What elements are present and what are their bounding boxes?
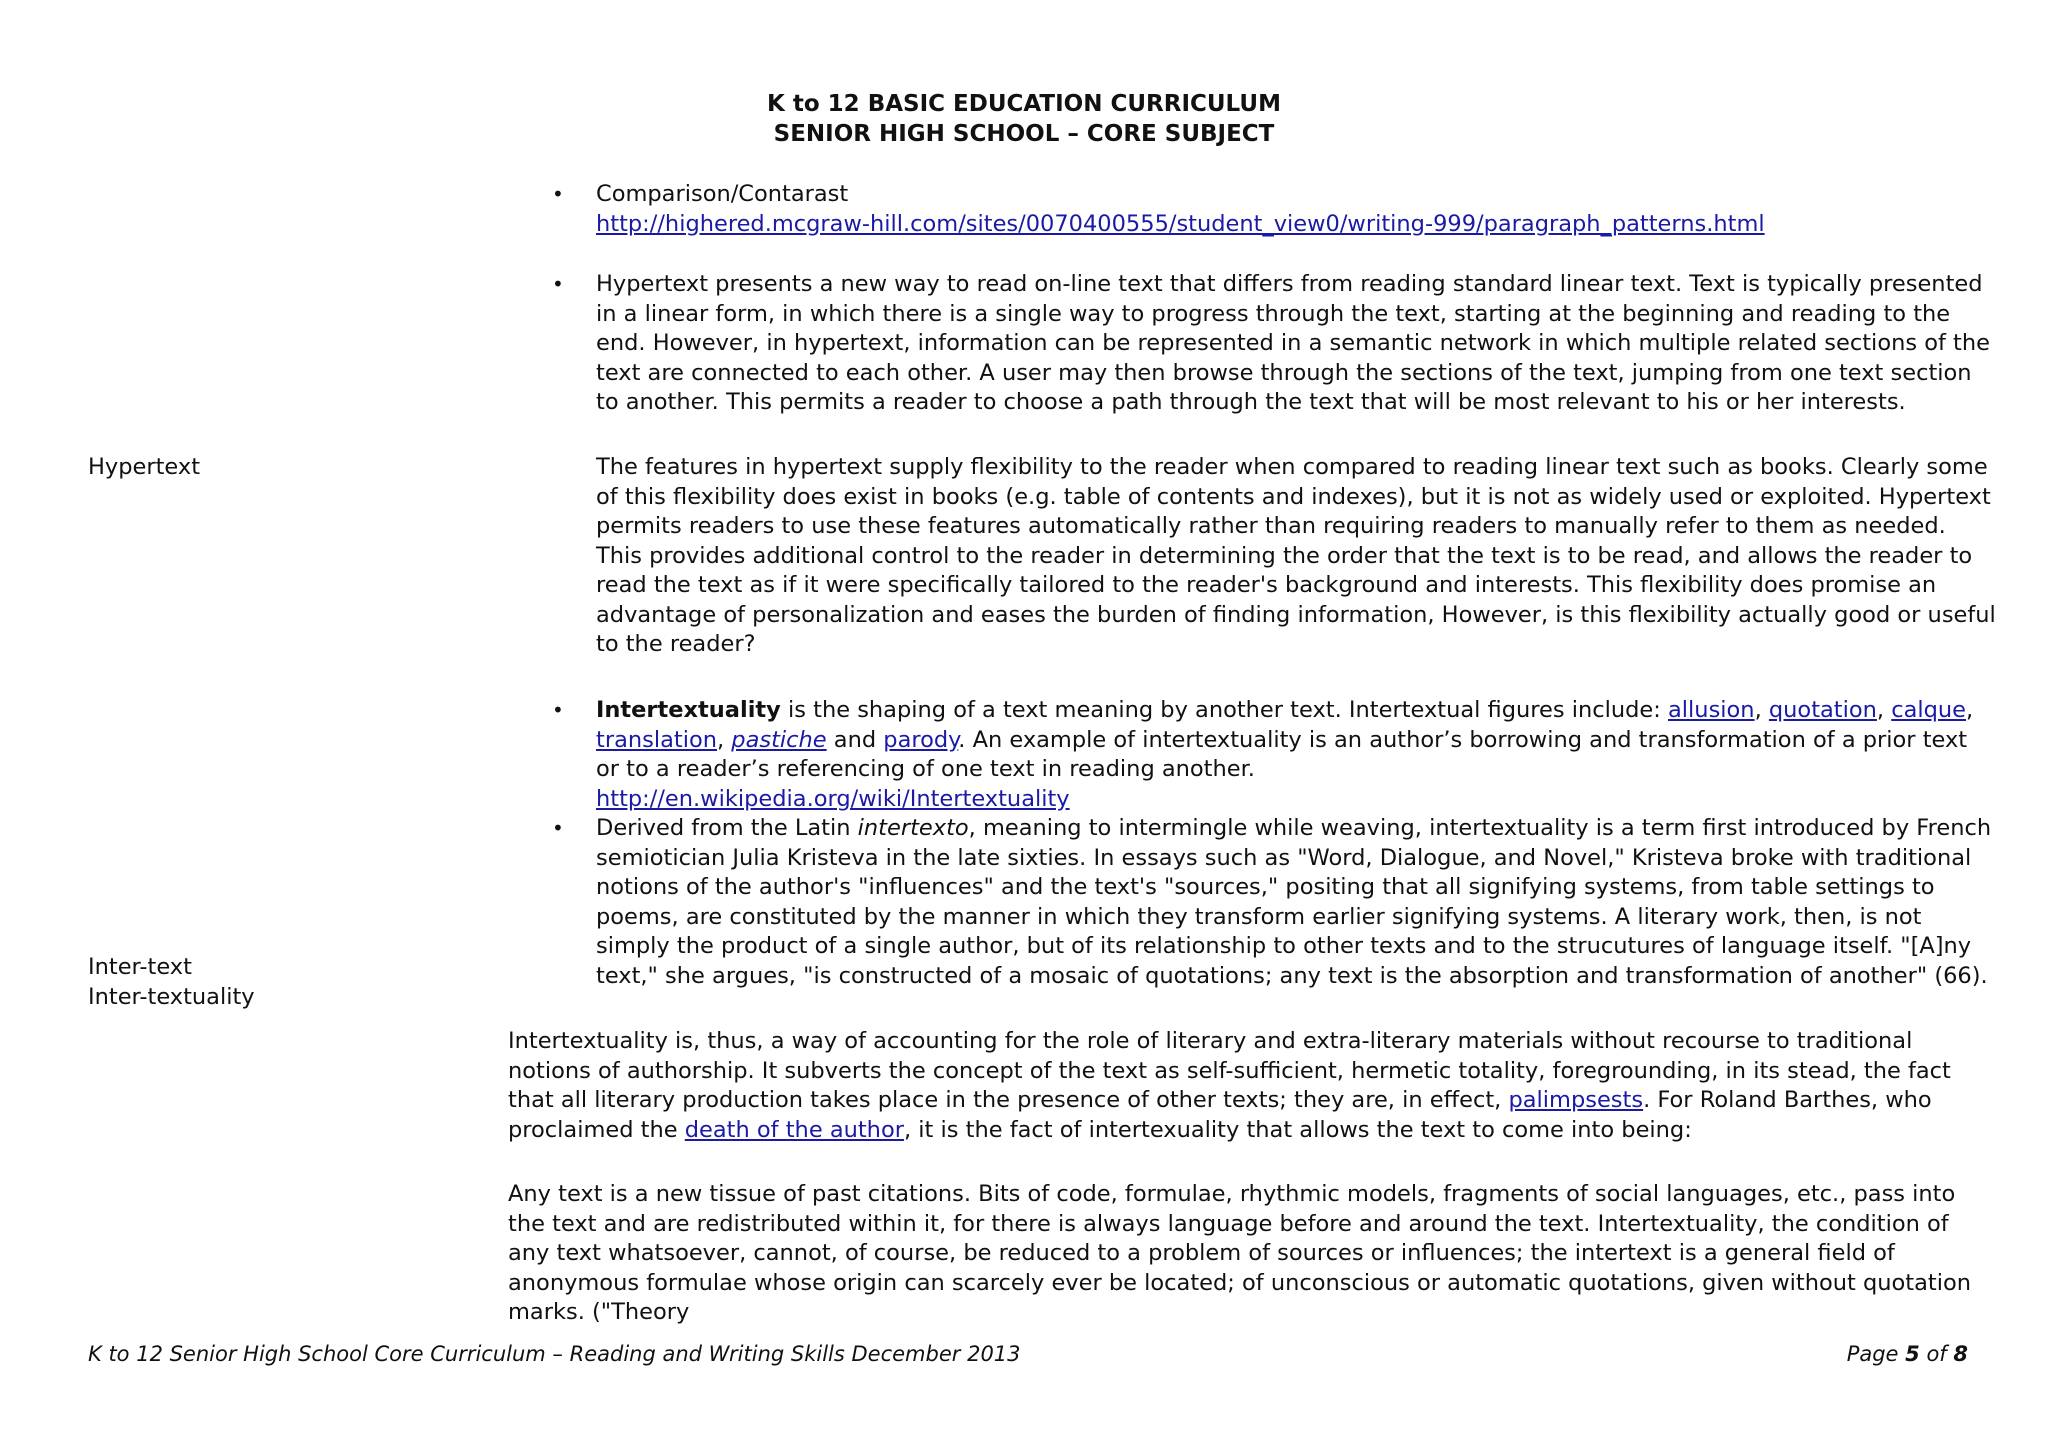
intertextuality-accounting-paragraph: Intertextuality is, thus, a way of accounting for the role of literary and extra-literary materials without recourse to traditional notions of authorship. It subverts the concept of the text as self-sufficient, hermetic totality, foregrounding, in its stead, the fact that all literary production takes place in the presence of other texts; they are, in effect, palimpsests. For Roland Barthes, who proclaimed the death of the author, it is the fact of intertexuality that allows the text to come into being:	[508, 1028, 1951, 1143]
hypertext-definition: Hypertext presents a new way to read on-line text that differs from reading standard linear text. Text is typically presented in a linear form, in which there is a single way to progress through the text, starting at the beginning and reading to the end. However, in hypertext, information can be represented in a semantic network in which multiple related sections of the text are connected to each other. A user may then browse through the sections of the text, jumping from one text section to another. This permits a reader to choose a path through the text that will be most relevant to his or her interests.	[596, 271, 1990, 415]
link-calque[interactable]: calque	[1891, 697, 1967, 723]
footer-title: K to 12 Senior High School Core Curriculum – Reading and Writing Skills December 2013	[88, 1342, 1021, 1366]
page-number: Page 5 of 8	[1846, 1342, 1968, 1366]
label-intertext: Inter-text Inter-textuality	[88, 954, 255, 1010]
link-wikipedia-intertextuality[interactable]: http://en.wikipedia.org/wiki/Intertextuality	[596, 785, 1070, 812]
link-parody[interactable]: parody	[883, 726, 959, 753]
link-allusion[interactable]: allusion	[1668, 697, 1755, 723]
link-death-of-the-author[interactable]: death of the author	[684, 1116, 904, 1143]
bullet-marker: •	[552, 272, 564, 296]
label-hypertext: Hypertext	[88, 454, 201, 480]
document-header	[0, 89, 2048, 149]
comparison-item	[596, 180, 1996, 239]
kristeva-paragraph: Derived from the Latin intertexto, meaning to intermingle while weaving, intertextuality is a term first introduced by French semiotician Julia Kristeva in the late sixties. In essays such as "Word, Dialogue, and Novel," Kristeva broke with traditional notions of the author's "influences" and the text's "sources," positing that all signifying systems, from table settings to poems, are constituted by the manner in which they transform earlier signifying systems. A literary work, then, is not simply the product of a single author, but of its relationship to other texts and to the strucutures of language itself. "[A]ny text," she argues, "is constructed of a mosaic of quotations; any text is the absorption and transformation of another" (66).	[596, 815, 1992, 989]
intertextuality-term: Intertextuality	[596, 697, 781, 723]
bullet-marker: •	[552, 698, 564, 722]
link-translation[interactable]: translation	[596, 726, 717, 753]
comparison-link[interactable]: http://highered.mcgraw-hill.com/sites/0070400555/student_view0/writing-999/paragraph_patterns.html	[596, 210, 1765, 237]
comparison-title: Comparison/Contarast	[596, 181, 849, 207]
header-title: K to 12 BASIC EDUCATION CURRICULUM	[767, 91, 1281, 117]
intertextuality-definition: Intertextuality is the shaping of a text meaning by another text. Intertextual figures include: allusion, quotation, calque, translation, pastiche and parody. An example of intertextuality is an author’s borrowing and transformation of a prior text or to a reader’s referencing of one text in reading another. http://en.wikipedia.org/wiki/Intertextuality	[596, 697, 1974, 812]
barthes-quote-paragraph: Any text is a new tissue of past citations. Bits of code, formulae, rhythmic models, fragments of social languages, etc., pass into the text and are redistributed within it, for there is always language before and around the text. Intertextuality, the condition of any text whatsoever, cannot, of course, be reduced to a problem of sources or influences; the intertext is a general field of anonymous formulae whose origin can scarcely ever be located; of unconscious or automatic quotations, given without quotation marks. ("Theory	[508, 1181, 1972, 1325]
link-quotation[interactable]: quotation	[1768, 697, 1877, 723]
latin-term: intertexto	[857, 815, 969, 841]
link-pastiche[interactable]: pastiche	[731, 726, 827, 753]
header-subtitle: SENIOR HIGH SCHOOL – CORE SUBJECT	[773, 121, 1275, 147]
link-palimpsests[interactable]: palimpsests	[1508, 1087, 1644, 1113]
bullet-marker: •	[552, 182, 564, 206]
bullet-marker: •	[552, 816, 564, 840]
hypertext-features-paragraph: The features in hypertext supply flexibility to the reader when compared to reading linear text such as books. Clearly some of this flexibility does exist in books (e.g. table of contents and indexes), but it is not as widely used or exploited. Hypertext permits readers to use these features automatically rather than requiring readers to manually refer to them as needed. This provides additional control to the reader in determining the order that the text is to be read, and allows the reader to read the text as if it were specifically tailored to the reader's background and interests. This flexibility does promise an advantage of personalization and eases the burden of finding information, However, is this flexibility actually good or useful to the reader?	[596, 454, 1996, 657]
